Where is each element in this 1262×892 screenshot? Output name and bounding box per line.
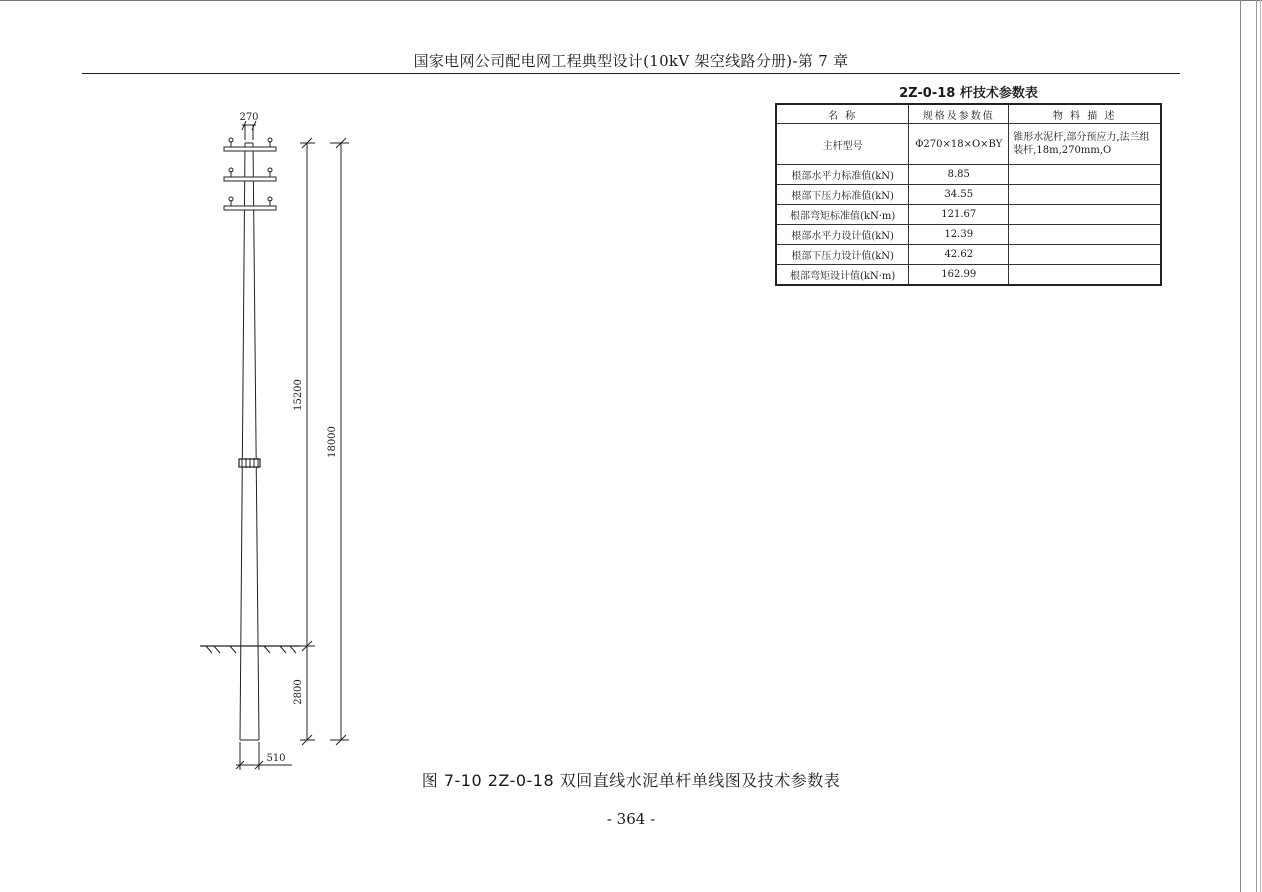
frame-right-border-inner — [1256, 0, 1257, 892]
flange-joint — [239, 458, 260, 468]
table-row — [776, 245, 1161, 265]
row-description — [1009, 265, 1161, 286]
row-description — [1009, 205, 1161, 225]
header-value: 规格及参数值 — [909, 104, 1009, 124]
pole-body — [240, 143, 259, 740]
crossarm-top — [224, 138, 276, 151]
row-value: 42.62 — [909, 245, 1009, 265]
row-name: 根部水平力标准值(kN) — [776, 165, 909, 185]
table-row — [776, 165, 1161, 185]
table-row — [776, 124, 1161, 165]
figure-caption: 图 7-10 2Z-0-18 双回直线水泥单杆单线图及技术参数表 — [421, 771, 841, 790]
row-value: Φ270×18×O×BY — [909, 124, 1009, 165]
ground-line — [200, 646, 300, 653]
dim-line-inner — [300, 138, 315, 745]
table-title: 2Z-0-18 杆技术参数表 — [899, 86, 1038, 101]
page-header-title: 国家电网公司配电网工程典型设计(10kV 架空线路分册)-第 7 章 — [413, 52, 849, 70]
row-value: 12.39 — [909, 225, 1009, 245]
parameter-table — [775, 103, 1162, 286]
row-name: 根部水平力设计值(kN) — [776, 225, 909, 245]
row-name: 主杆型号 — [776, 124, 909, 165]
row-name: 根部下压力标准值(kN) — [776, 185, 909, 205]
row-value: 8.85 — [909, 165, 1009, 185]
dim-bottom-width-label: 510 — [266, 753, 286, 764]
header-name: 名 称 — [776, 104, 909, 124]
row-name: 根部弯矩标准值(kN·m) — [776, 205, 909, 225]
table-header-row — [776, 104, 1161, 124]
header-description: 物 料 描 述 — [1009, 104, 1161, 124]
row-description — [1009, 245, 1161, 265]
dim-total-height-label: 18000 — [327, 426, 338, 458]
row-name: 根部弯矩设计值(kN·m) — [776, 265, 909, 286]
table-row — [776, 185, 1161, 205]
row-value: 34.55 — [909, 185, 1009, 205]
table-row — [776, 205, 1161, 225]
row-description — [1009, 185, 1161, 205]
row-description: 锥形水泥杆,部分预应力,法兰组装杆,18m,270mm,O — [1009, 124, 1161, 165]
frame-right-border-outer — [1260, 0, 1261, 892]
dim-top-width-label: 270 — [239, 112, 259, 123]
page-number: - 364 - — [606, 810, 656, 828]
row-value: 121.67 — [909, 205, 1009, 225]
table-row — [776, 265, 1161, 286]
pole-drawing — [0, 0, 420, 780]
dim-top-width — [242, 121, 256, 140]
row-value: 162.99 — [909, 265, 1009, 286]
dim-upper-height-label: 15200 — [293, 379, 304, 411]
table-row — [776, 225, 1161, 245]
row-description — [1009, 165, 1161, 185]
row-description — [1009, 225, 1161, 245]
frame-right-border — [1240, 0, 1241, 892]
row-name: 根部下压力设计值(kN) — [776, 245, 909, 265]
crossarm-bottom — [224, 197, 276, 210]
crossarm-middle — [224, 168, 276, 181]
dim-buried-depth-label: 2800 — [293, 679, 304, 705]
